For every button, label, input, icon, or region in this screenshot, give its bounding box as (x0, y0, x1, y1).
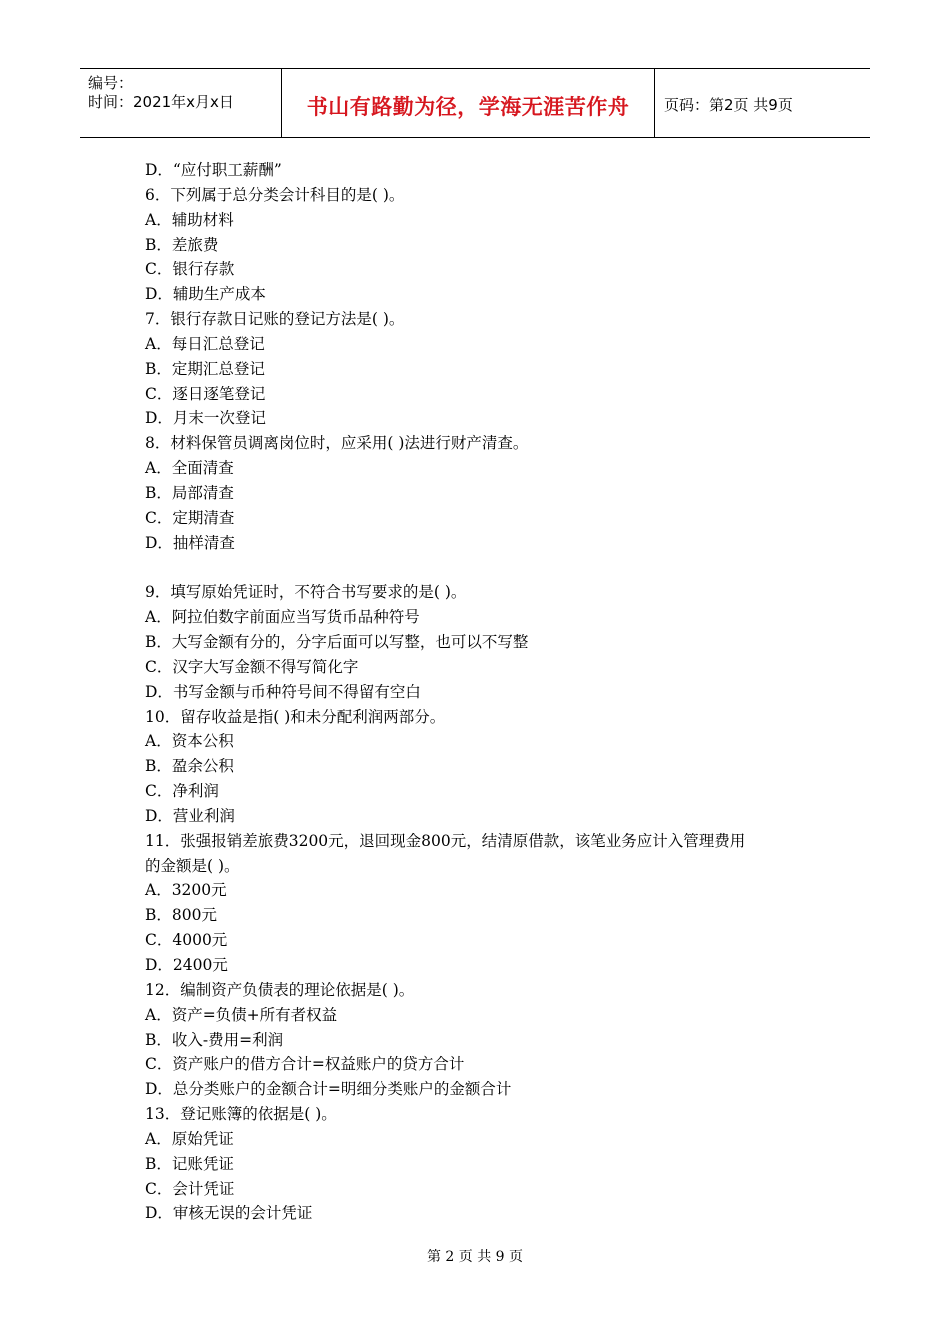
answer-option: D．审核无误的会计凭证 (145, 1204, 313, 1223)
question-stem: 13．登记账簿的依据是( )。 (145, 1105, 337, 1124)
answer-option: C．银行存款 (145, 260, 235, 279)
answer-option: A．原始凭证 (145, 1129, 234, 1148)
page-footer: 第 2 页 共 9 页 (426, 1249, 524, 1265)
answer-option: C．净利润 (145, 782, 219, 801)
answer-option: C．会计凭证 (145, 1179, 235, 1198)
question-stem: 8．材料保管员调离岗位时，应采用( )法进行财产清查。 (145, 434, 529, 453)
answer-option: A．全面清查 (145, 459, 234, 478)
answer-option: A．资产=负债+所有者权益 (145, 1005, 338, 1024)
answer-option: B．大写金额有分的，分字后面可以写整，也可以不写整 (145, 633, 529, 652)
header-meta-cell (80, 69, 282, 137)
answer-option: D．2400元 (145, 956, 228, 974)
blank-line (145, 556, 805, 581)
answer-option: B．收入-费用=利润 (145, 1030, 284, 1049)
answer-option: D．辅助生产成本 (145, 285, 266, 304)
page-header (80, 68, 870, 138)
header-motto-cell (282, 69, 655, 137)
answer-option: B．局部清查 (145, 483, 234, 502)
question-stem: 12．编制资产负债表的理论依据是( )。 (145, 980, 415, 999)
question-list (145, 158, 805, 1226)
text-line: 的金额是( )。 (145, 856, 240, 875)
header-page-cell (655, 69, 870, 137)
answer-option: A．每日汇总登记 (145, 334, 265, 353)
document-time-label: 时间：2021年x月x日 (88, 93, 234, 111)
answer-option: D．月末一次登记 (145, 409, 266, 428)
answer-option: D．营业利润 (145, 806, 235, 825)
answer-option: C．4000元 (145, 931, 228, 950)
document-number-label: 编号： (88, 74, 134, 92)
answer-option: A．辅助材料 (145, 210, 234, 229)
answer-option: B．定期汇总登记 (145, 359, 265, 378)
answer-option: B．差旅费 (145, 235, 219, 254)
answer-option: A．3200元 (145, 881, 227, 900)
answer-option: D．总分类账户的金额合计=明细分类账户的金额合计 (145, 1080, 512, 1099)
answer-option: B．盈余公积 (145, 757, 234, 776)
question-stem: 9．填写原始凭证时，不符合书写要求的是( )。 (145, 583, 467, 602)
question-stem: 6．下列属于总分类会计科目的是( )。 (145, 185, 405, 204)
answer-option: B．800元 (145, 906, 217, 925)
answer-option: C．资产账户的借方合计=权益账户的贷方合计 (145, 1055, 465, 1074)
answer-option: B．记账凭证 (145, 1154, 234, 1173)
answer-option: A．资本公积 (145, 732, 234, 751)
answer-option: D．“应付职工薪酬” (145, 161, 282, 179)
motto-text: 书山有路勤为径，学海无涯苦作舟 (306, 95, 630, 119)
question-stem: 7．银行存款日记账的登记方法是( )。 (145, 310, 405, 329)
question-stem: 11．张强报销差旅费3200元，退回现金800元，结清原借款，该笔业务应计入管理费用 (145, 831, 746, 850)
header-page-info: 页码：第2页 共9页 (664, 96, 793, 114)
answer-option: D．书写金额与币种符号间不得留有空白 (145, 682, 421, 701)
answer-option: C．逐日逐笔登记 (145, 384, 266, 403)
answer-option: D．抽样清查 (145, 533, 235, 552)
question-stem: 10．留存收益是指( )和未分配利润两部分。 (145, 707, 446, 726)
answer-option: C．汉字大写金额不得写简化字 (145, 657, 359, 676)
answer-option: C．定期清查 (145, 508, 235, 527)
answer-option: A．阿拉伯数字前面应当写货币品种符号 (145, 608, 420, 627)
